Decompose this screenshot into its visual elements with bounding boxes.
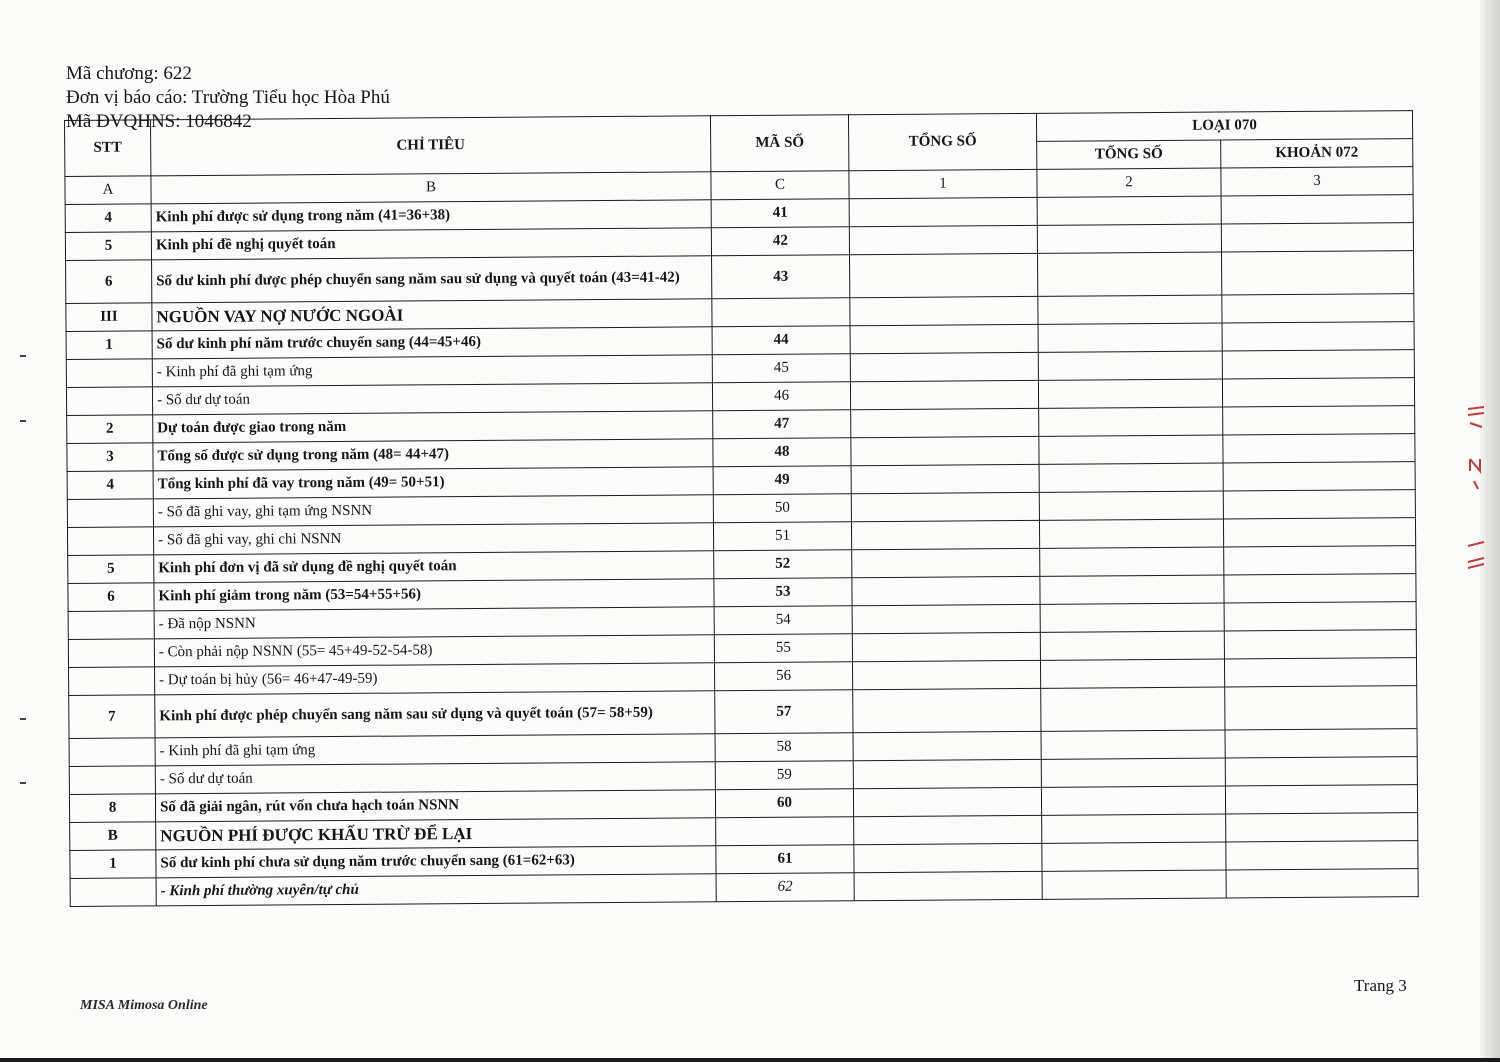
- row-indicator: Kinh phí đơn vị đã sử dụng đề nghị quyết toán: [154, 551, 714, 583]
- row-indicator: Kinh phí được sử dụng trong năm (41=36+38): [151, 200, 711, 232]
- row-code: 57: [715, 690, 853, 734]
- row-stt: 3: [67, 443, 153, 472]
- chapter-code: Mã chương: 622: [66, 63, 192, 84]
- report-table: [64, 110, 1419, 907]
- row-group-item-value: [1225, 757, 1417, 786]
- row-total-value: [852, 604, 1040, 633]
- row-stt: 6: [68, 583, 154, 612]
- table-body: [65, 167, 1418, 907]
- row-group-total-value: [1040, 575, 1224, 604]
- row-total-value: [853, 759, 1041, 788]
- row-indicator: Kinh phí giảm trong năm (53=54+55+56): [154, 579, 714, 611]
- page-bottom-border: [0, 1058, 1500, 1062]
- row-group-item-value: [1223, 490, 1415, 519]
- row-group-item-value: [1223, 406, 1415, 435]
- row-group-item-value: [1225, 729, 1417, 758]
- row-code: 46: [712, 382, 850, 411]
- row-total-value: [850, 253, 1038, 297]
- row-indicator: Số dư kinh phí năm trước chuyển sang (44=45+46): [152, 327, 712, 359]
- row-indicator: - Dự toán bị hủy (56= 46+47-49-59): [155, 663, 715, 695]
- row-indicator: - Còn phải nộp NSNN (55= 45+49-52-54-58): [154, 635, 714, 667]
- row-code: [712, 298, 850, 327]
- row-code: 45: [712, 354, 850, 383]
- red-stamp-fragment-icon: [1466, 455, 1486, 491]
- row-group-item-value: [1222, 350, 1414, 379]
- row-total-value: [850, 296, 1038, 325]
- row-total-value: [851, 408, 1039, 437]
- row-indicator: Kinh phí đề nghị quyết toán: [151, 228, 711, 260]
- row-stt: 5: [68, 555, 154, 584]
- row-indicator: NGUỒN PHÍ ĐƯỢC KHẤU TRỪ ĐỂ LẠI: [156, 818, 716, 850]
- row-code: 53: [714, 578, 852, 607]
- col-header-code: MÃ SỐ: [710, 115, 848, 172]
- row-stt: [67, 499, 153, 528]
- red-stamp-fragment-icon: [1466, 540, 1486, 576]
- row-indicator: - Số đã ghi vay, ghi chi NSNN: [153, 523, 713, 555]
- row-indicator: Số đã giải ngân, rút vốn chưa hạch toán NSNN: [155, 790, 715, 822]
- margin-mark: [20, 782, 26, 784]
- row-stt: 4: [65, 204, 151, 233]
- row-stt: 1: [70, 850, 156, 879]
- row-group-item-value: [1226, 869, 1418, 898]
- adjacent-page-fragment: [1466, 455, 1486, 491]
- row-total-value: [849, 197, 1037, 226]
- row-group-total-value: [1038, 252, 1222, 296]
- letter-cell: 2: [1037, 168, 1221, 197]
- row-code: 44: [712, 326, 850, 355]
- row-indicator: Số dư kinh phí được phép chuyển sang năm sau sử dụng và quyết toán (43=41-42): [152, 256, 712, 303]
- row-total-value: [854, 871, 1042, 900]
- row-group-item-value: [1223, 518, 1415, 547]
- row-group-total-value: [1037, 196, 1221, 225]
- letter-cell: C: [711, 171, 849, 200]
- row-total-value: [851, 436, 1039, 465]
- row-stt: [70, 878, 156, 907]
- row-indicator: - Số dư dự toán: [155, 762, 715, 794]
- row-group-total-value: [1040, 603, 1224, 632]
- row-group-item-value: [1224, 574, 1416, 603]
- col-header-group-total: TỔNG SỐ: [1037, 140, 1221, 169]
- row-group-total-value: [1038, 351, 1222, 380]
- row-stt: [68, 611, 154, 640]
- col-header-stt: STT: [65, 120, 151, 177]
- row-code: 59: [715, 761, 853, 790]
- col-header-total: TỔNG SỐ: [848, 113, 1036, 170]
- row-stt: [69, 738, 155, 767]
- row-group-item-value: [1221, 251, 1413, 295]
- margin-mark: [20, 355, 26, 357]
- row-code: 51: [713, 522, 851, 551]
- software-name: MISA Mimosa Online: [80, 998, 208, 1013]
- col-header-group-item: KHOẢN 072: [1221, 139, 1413, 168]
- row-total-value: [853, 787, 1041, 816]
- margin-mark: [20, 718, 26, 720]
- row-stt: 6: [66, 260, 152, 304]
- row-group-total-value: [1039, 491, 1223, 520]
- row-group-total-value: [1042, 814, 1226, 843]
- row-indicator: - Kinh phí thường xuyên/tự chủ: [156, 874, 716, 906]
- row-code: 55: [714, 634, 852, 663]
- row-code: 50: [713, 494, 851, 523]
- row-stt: 4: [67, 471, 153, 500]
- row-total-value: [852, 660, 1040, 689]
- row-code: 43: [712, 255, 850, 299]
- letter-cell: B: [151, 172, 711, 204]
- row-stt: 2: [67, 415, 153, 444]
- row-total-value: [849, 225, 1037, 254]
- row-indicator: - Số dư dự toán: [152, 383, 712, 415]
- row-indicator: Kinh phí được phép chuyển sang năm sau sử dụng và quyết toán (57= 58+59): [155, 691, 715, 738]
- row-stt: [66, 359, 152, 388]
- row-group-total-value: [1041, 786, 1225, 815]
- reporting-unit: Đơn vị báo cáo: Trường Tiểu học Hòa Phú: [66, 87, 390, 108]
- row-group-item-value: [1224, 602, 1416, 631]
- row-group-total-value: [1041, 687, 1225, 731]
- row-group-item-value: [1226, 813, 1418, 842]
- row-group-item-value: [1222, 378, 1414, 407]
- row-group-item-value: [1222, 294, 1414, 323]
- report-table-container: [64, 110, 1418, 907]
- row-stt: 1: [66, 331, 152, 360]
- row-group-item-value: [1224, 630, 1416, 659]
- row-stt: 7: [69, 695, 155, 739]
- row-group-total-value: [1037, 224, 1221, 253]
- row-code: 42: [711, 227, 849, 256]
- row-total-value: [853, 731, 1041, 760]
- row-stt: 5: [65, 232, 151, 261]
- row-stt: 8: [69, 794, 155, 823]
- row-code: 41: [711, 199, 849, 228]
- page-number: Trang 3: [1354, 976, 1407, 995]
- row-code: 61: [716, 845, 854, 874]
- row-total-value: [851, 492, 1039, 521]
- row-group-total-value: [1042, 842, 1226, 871]
- row-indicator: - Số đã ghi vay, ghi tạm ứng NSNN: [153, 495, 713, 527]
- row-total-value: [850, 324, 1038, 353]
- row-group-total-value: [1040, 659, 1224, 688]
- row-indicator: - Kinh phí đã ghi tạm ứng: [152, 355, 712, 387]
- row-total-value: [850, 380, 1038, 409]
- row-group-item-value: [1224, 658, 1416, 687]
- unit-code: Mã ĐVQHNS: 1046842: [66, 111, 252, 132]
- row-total-value: [854, 843, 1042, 872]
- letter-cell: 1: [849, 169, 1037, 198]
- row-group-total-value: [1039, 407, 1223, 436]
- row-group-total-value: [1039, 435, 1223, 464]
- row-total-value: [852, 548, 1040, 577]
- row-group-total-value: [1039, 519, 1223, 548]
- margin-mark: [20, 420, 26, 422]
- row-stt: [69, 667, 155, 696]
- scanner-edge: [1486, 0, 1500, 1062]
- row-code: 54: [714, 606, 852, 635]
- row-stt: B: [70, 822, 156, 851]
- row-group-total-value: [1038, 379, 1222, 408]
- row-total-value: [852, 576, 1040, 605]
- row-indicator: - Kinh phí đã ghi tạm ứng: [155, 734, 715, 766]
- row-indicator: Dự toán được giao trong năm: [153, 411, 713, 443]
- row-group-total-value: [1040, 547, 1224, 576]
- row-code: 47: [713, 410, 851, 439]
- row-total-value: [850, 352, 1038, 381]
- row-group-item-value: [1223, 462, 1415, 491]
- row-group-item-value: [1221, 223, 1413, 252]
- row-code: 56: [714, 662, 852, 691]
- col-header-indicator: CHỈ TIÊU: [151, 116, 711, 176]
- row-code: 58: [715, 733, 853, 762]
- row-indicator: - Đã nộp NSNN: [154, 607, 714, 639]
- row-group-total-value: [1040, 631, 1224, 660]
- row-total-value: [852, 632, 1040, 661]
- row-group-item-value: [1221, 195, 1413, 224]
- row-code: 62: [716, 873, 854, 902]
- red-stamp-fragment-icon: [1466, 405, 1486, 441]
- row-group-item-value: [1223, 434, 1415, 463]
- col-header-group: LOẠI 070: [1036, 111, 1412, 142]
- row-group-total-value: [1039, 463, 1223, 492]
- row-indicator: Tổng kinh phí đã vay trong năm (49= 50+51): [153, 467, 713, 499]
- row-group-item-value: [1225, 686, 1417, 730]
- row-group-item-value: [1224, 546, 1416, 575]
- row-indicator: Số dư kinh phí chưa sử dụng năm trước chuyển sang (61=62+63): [156, 846, 716, 878]
- adjacent-page-fragment: [1466, 405, 1486, 441]
- row-group-item-value: [1226, 841, 1418, 870]
- row-group-total-value: [1038, 323, 1222, 352]
- letter-cell: A: [65, 176, 151, 205]
- row-group-item-value: [1225, 785, 1417, 814]
- row-group-item-value: [1222, 322, 1414, 351]
- row-code: 60: [715, 789, 853, 818]
- row-total-value: [853, 688, 1041, 732]
- row-total-value: [851, 520, 1039, 549]
- row-code: 52: [714, 550, 852, 579]
- row-total-value: [854, 815, 1042, 844]
- row-code: 49: [713, 466, 851, 495]
- row-code: 48: [713, 438, 851, 467]
- letter-cell: 3: [1221, 167, 1413, 196]
- row-indicator: NGUỒN VAY NỢ NƯỚC NGOÀI: [152, 299, 712, 331]
- row-group-total-value: [1038, 295, 1222, 324]
- row-stt: [68, 639, 154, 668]
- row-code: [716, 817, 854, 846]
- row-group-total-value: [1041, 758, 1225, 787]
- row-stt: [69, 766, 155, 795]
- row-stt: [67, 527, 153, 556]
- row-stt: [66, 387, 152, 416]
- row-group-total-value: [1041, 730, 1225, 759]
- row-indicator: Tổng số được sử dụng trong năm (48= 44+47): [153, 439, 713, 471]
- adjacent-page-fragment: [1466, 540, 1486, 576]
- row-total-value: [851, 464, 1039, 493]
- row-stt: III: [66, 303, 152, 332]
- row-group-total-value: [1042, 870, 1226, 899]
